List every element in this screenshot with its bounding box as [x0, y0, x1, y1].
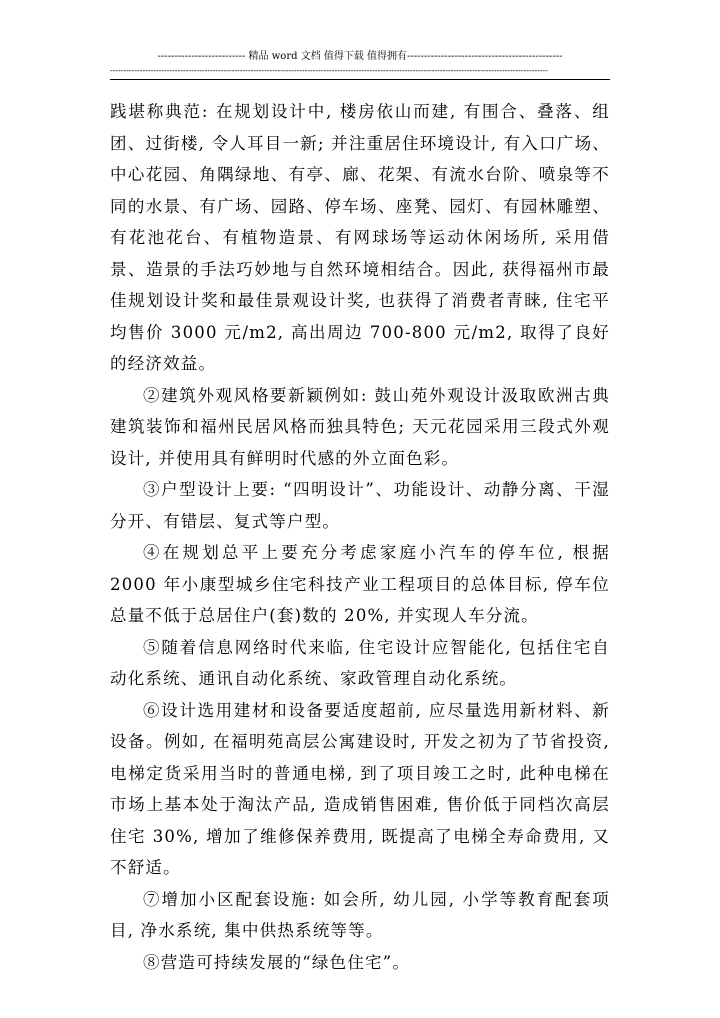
paragraph-item-6: ⑥设计选用建材和设备要适度超前, 应尽量选用新材料、新设备。例如, 在福明苑高层公寓建设时, 开发之初为了节省投资, 电梯定货采用当时的普通电梯, 到了项目竣工之时, 此种电梯在市场上基本处于淘汰产品, 造成销售困难, 售价低于同档次高层住宅 30%, 增加了维修保养费用, 既提高了电梯全寿命费用, 又不舒适。: [110, 700, 610, 877]
header-divider: [110, 79, 610, 80]
paragraph-item-8: ⑧营造可持续发展的“绿色住宅”。: [143, 952, 411, 972]
paragraph-item-2: ②建筑外观风格要新颖例如: 鼓山苑外观设计汲取欧洲古典建筑装饰和福州民居风格而独具特色; 天元花园采用三段式外观设计, 并使用具有鲜明时代感的外立面色彩。: [110, 385, 610, 468]
paragraph-item-7: ⑦增加小区配套设施: 如会所, 幼儿园, 小学等教育配套项目, 净水系统, 集中供热系统等等。: [110, 889, 610, 940]
paragraph-item-5: ⑤随着信息网络时代来临, 住宅设计应智能化, 包括住宅自动化系统、通讯自动化系统、家政管理自动化系统。: [110, 637, 610, 688]
paragraph-intro: 践堪称典范: 在规划设计中, 楼房依山而建, 有围合、叠落、组团、过街楼, 令人耳目一新; 并注重居住环境设计, 有入口广场、中心花园、角隅绿地、有亭、廊、花架、有流水台阶、喷泉等不同的水景、有广场、园路、停车场、座凳、园灯、有园林雕塑、有花池花台、有植物造景、有网球场等运动休闲场所, 采用借景、造景的手法巧妙地与自然环境相结合。因此, 获得福州市最佳规划设计奖和最佳景观设计奖, 也获得了消费者青睐, 住宅平均售价 3000 元/m2, 高出周边 700-800 元/m2, 取得了良好的经济效益。: [110, 102, 610, 373]
paragraph-item-4: ④在规划总平上要充分考虑家庭小汽车的停车位, 根据 2000 年小康型城乡住宅科技产业工程项目的总体目标, 停车位总量不低于总居住户(套)数的 20%, 并实现人车分流。: [110, 543, 610, 625]
page-header-dashes: ------------------------------------------------------------------------------------------------------------------------------------------------------------------: [110, 66, 548, 75]
page-header-text: -------------------------- 精品 word 文档 值得下载 值得拥有----------------------------------------------: [157, 51, 563, 62]
document-body: [110, 96, 610, 978]
paragraph-item-3: ③户型设计上要: “四明设计”、功能设计、动静分离、干湿分开、有错层、复式等户型。: [110, 480, 610, 531]
